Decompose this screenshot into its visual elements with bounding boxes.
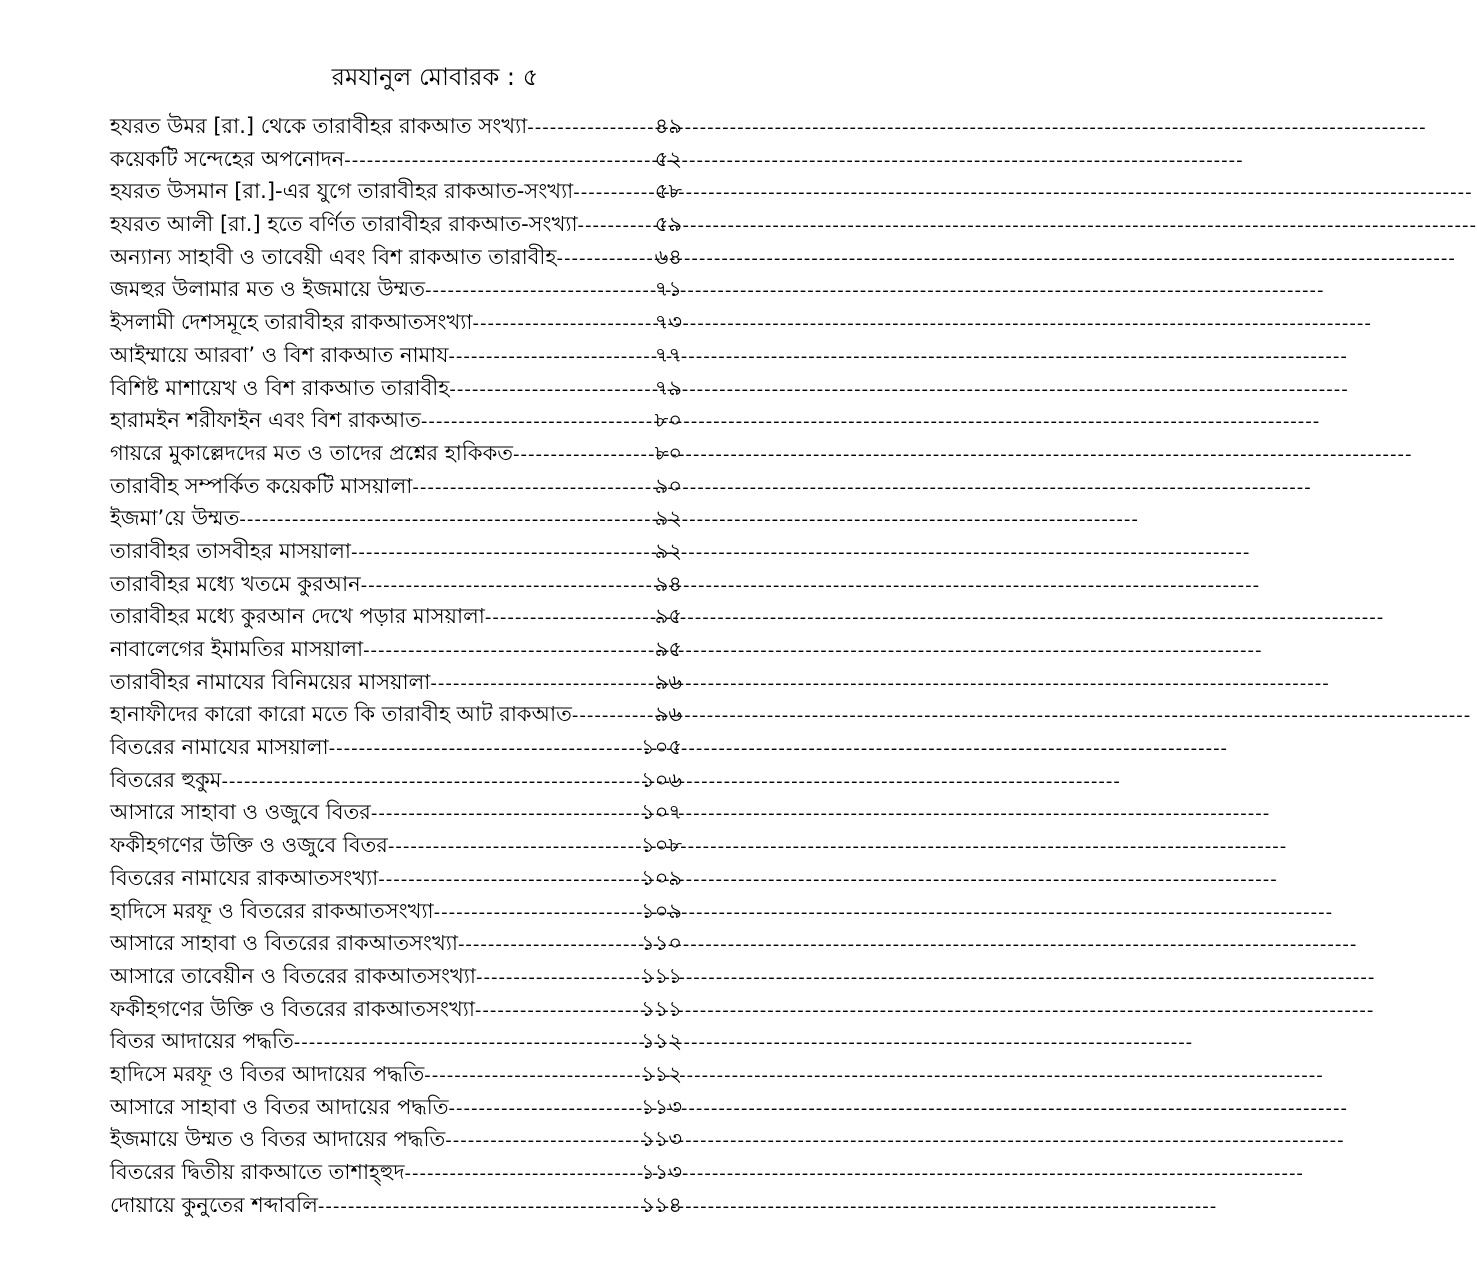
toc-entry (110, 1058, 682, 1091)
toc-entry-title: ফকীহগণের উক্তি ও বিতরের রাকআতসংখ্যা (110, 996, 475, 1021)
toc-entry (110, 993, 682, 1026)
toc-entry (110, 633, 682, 666)
toc-entry-title: আসারে সাহাবা ও ওজুবে বিতর (110, 800, 371, 825)
dotted-leader (351, 537, 653, 569)
toc-entry-title: ইজমা’য়ে উম্মত (110, 506, 240, 531)
toc-entry-page-number: ১১২ (641, 1029, 682, 1054)
dotted-leader (445, 1125, 639, 1157)
toc-entry-page-number: ৯০ (654, 473, 682, 498)
toc-entry-page-number: ৮০ (654, 408, 682, 433)
toc-entry-page-number: ১০৬ (641, 767, 682, 792)
toc-entry-title: অন্যান্য সাহাবী ও তাবেয়ী এবং বিশ রাকআত তারাবীহ (110, 244, 557, 269)
toc-entry (110, 535, 682, 568)
toc-entry (110, 1189, 682, 1222)
toc-entry-page-number: ১১৪ (641, 1192, 682, 1217)
dotted-leader (572, 700, 653, 732)
toc-entry-page-number: ৫৯ (654, 212, 682, 237)
toc-entry (110, 1156, 682, 1189)
dotted-leader (294, 1027, 639, 1059)
toc-entry-title: হাদিসে মরফূ ও বিতরের রাকআতসংখ্যা (110, 898, 434, 923)
toc-entry (110, 927, 682, 960)
toc-entry-page-number: ৯৬ (654, 702, 682, 727)
toc-entry-page-number: ১০৮ (641, 833, 682, 858)
toc-entry (110, 862, 682, 895)
dotted-leader (378, 864, 639, 896)
toc-entry-title: বিতর আদায়ের পদ্ধতি (110, 1029, 294, 1054)
toc-entry-title: তারাবীহ সম্পর্কিত কয়েকটি মাসয়ালা (110, 473, 413, 498)
toc-entry-title: আসারে সাহাবা ও বিতর আদায়ের পদ্ধতি (110, 1094, 449, 1119)
toc-entry-title: আসারে তাবেয়ীন ও বিতরের রাকআতসংখ্যা (110, 963, 476, 988)
toc-entry-title: আইম্মায়ে আরবা’ ও বিশ রাকআত নামায (110, 342, 449, 367)
toc-entry (110, 143, 682, 176)
dotted-leader (424, 1060, 639, 1092)
dotted-leader (458, 929, 639, 961)
toc-entry (110, 470, 682, 503)
toc-entry (110, 895, 682, 928)
dotted-leader (449, 1093, 640, 1125)
toc-entry (110, 110, 682, 143)
toc-entry-title: হারামইন শরীফাইন এবং বিশ রাকআত (110, 408, 421, 433)
dotted-leader (344, 145, 652, 177)
toc-entry-page-number: ৮০ (654, 440, 682, 465)
toc-entry-title: বিশিষ্ট মাশায়েখ ও বিশ রাকআত তারাবীহ (110, 375, 450, 400)
toc-entry-title: তারাবীহর মধ্যে কুরআন দেখে পড়ার মাসয়ালা (110, 604, 485, 629)
dotted-leader (421, 406, 653, 438)
toc-entry (110, 568, 682, 601)
toc-entry-page-number: ১১১ (641, 963, 682, 988)
toc-entry-title: হযরত উমর [রা.] থেকে তারাবীহর রাকআত সংখ্যা (110, 114, 528, 138)
toc-entry (110, 372, 682, 405)
toc-entry-title: ফকীহগণের উক্তি ও ওজুবে বিতর (110, 833, 388, 858)
toc-entry-title: ইসলামী দেশসমূহে তারাবীহর রাকআতসংখ্যা (110, 310, 473, 335)
toc-entry (110, 502, 682, 535)
toc-entry (110, 666, 682, 699)
toc-entry-page-number: ১১২ (641, 1061, 682, 1086)
dotted-leader (449, 374, 652, 406)
toc-entry (110, 796, 682, 829)
toc-entry-page-number: ১০৯ (641, 865, 682, 890)
toc-entry (110, 273, 682, 306)
toc-entry (110, 339, 682, 372)
toc-entry (110, 600, 682, 633)
toc-entry-title: বিতরের হুকুম (110, 767, 222, 792)
toc-entry-page-number: ১০৫ (641, 735, 682, 760)
toc-entry (110, 306, 682, 339)
dotted-leader (573, 177, 652, 209)
toc-entry-title: হযরত উসমান [রা.]-এর যুগে তারাবীহর রাকআত-সংখ্যা (110, 179, 574, 204)
toc-entry (110, 1025, 682, 1058)
dotted-leader (329, 733, 639, 765)
dotted-leader (527, 112, 652, 144)
toc-entry-page-number: ১০৯ (641, 898, 682, 923)
toc-entry-title: তারাবীহর তাসবীহর মাসয়ালা (110, 538, 351, 563)
toc-entry-page-number: ১১১ (641, 996, 682, 1021)
toc-entry-title: হযরত আলী [রা.] হতে বর্ণিত তারাবীহর রাকআত-সংখ্যা (110, 212, 578, 237)
running-header: রমযানুল মোবারক : ৫ (331, 63, 539, 91)
toc-entry-page-number: ৫২ (654, 146, 682, 171)
dotted-leader (221, 766, 639, 798)
toc-entry-title: হানাফীদের কারো কারো মতে কি তারাবীহ আট রাকআত (110, 702, 572, 727)
toc-entry-page-number: ১১৩ (641, 1094, 682, 1119)
dotted-leader (472, 308, 652, 340)
toc-entry-title: বিতরের দ্বিতীয় রাকআতে তাশাহ্হুদ (110, 1160, 405, 1184)
dotted-leader (475, 995, 639, 1027)
toc-entry-page-number: ১১০ (641, 931, 682, 956)
toc-entry-page-number: ১১৩ (641, 1127, 682, 1152)
toc-entry-page-number: ৯২ (654, 506, 682, 531)
toc-entry-page-number: ৬৪ (654, 244, 682, 269)
toc-entry-title: হাদিসে মরফূ ও বিতর আদায়ের পদ্ধতি (110, 1061, 425, 1086)
toc-entry (110, 731, 682, 764)
toc-entry-title: তারাবীহর নামাযের বিনিময়ের মাসয়ালা (110, 669, 431, 694)
toc-entry (110, 698, 682, 731)
toc-entry (110, 960, 682, 993)
toc-entry-page-number: ১০৭ (641, 800, 682, 825)
toc-entry-page-number: ৪৯ (654, 114, 682, 138)
toc-entry-title: গায়রে মুকাল্লেদদের মত ও তাদের প্রশ্নের হাকিকত (110, 440, 514, 465)
toc-entry-page-number: ৯৫ (654, 604, 682, 629)
toc-entry-title: ইজমায়ে উম্মত ও বিতর আদায়ের পদ্ধতি (110, 1127, 446, 1152)
dotted-leader (412, 472, 652, 504)
toc-entry-title: তারাবীহর মধ্যে খতমে কুরআন (110, 571, 361, 596)
toc-entry (110, 764, 682, 797)
dotted-leader (430, 668, 652, 700)
toc-entry-page-number: ৯৫ (654, 637, 682, 661)
toc-entry-title: বিতরের নামাযের মাসয়ালা (110, 735, 329, 760)
toc-entry-title: আসারে সাহাবা ও বিতরের রাকআতসংখ্যা (110, 931, 458, 956)
toc-entry-title: নাবালেগের ইমামতির মাসয়ালা (110, 637, 364, 661)
dotted-leader (388, 831, 639, 863)
toc-entry-page-number: ৯৬ (654, 669, 682, 694)
toc-entry (110, 829, 682, 862)
toc-entry-page-number: ১১৩ (641, 1160, 682, 1184)
dotted-leader (361, 570, 653, 602)
toc-entry-page-number: ৭১ (654, 277, 682, 302)
dotted-leader (425, 275, 653, 307)
toc-entry-page-number: ৫৮ (654, 179, 682, 204)
dotted-leader (448, 341, 652, 373)
toc-entry (110, 404, 682, 437)
dotted-leader (371, 798, 639, 830)
dotted-leader (556, 243, 652, 275)
dotted-leader (485, 602, 653, 634)
toc-entry-page-number: ৭৩ (654, 310, 682, 335)
toc-entry (110, 437, 682, 470)
dotted-leader (405, 1158, 640, 1190)
dotted-leader (239, 504, 652, 536)
dotted-leader (434, 897, 639, 929)
toc-entry-title: কয়েকটি সন্দেহের অপনোদন (110, 146, 345, 171)
dotted-leader (578, 210, 653, 242)
table-of-contents (110, 110, 682, 1221)
toc-entry-page-number: ৭৯ (654, 375, 682, 400)
toc-entry-title: দোয়ায়ে কুনুতের শব্দাবলি (110, 1192, 318, 1217)
toc-entry (110, 1091, 682, 1124)
toc-entry (110, 208, 682, 241)
dotted-leader (476, 962, 639, 994)
dotted-leader (318, 1191, 639, 1223)
toc-entry (110, 175, 682, 208)
toc-entry (110, 241, 682, 274)
toc-entry-page-number: ৯৪ (654, 571, 682, 596)
dotted-leader (513, 439, 653, 471)
dotted-leader (363, 635, 653, 667)
toc-entry-page-number: ৯২ (654, 538, 682, 563)
toc-entry-title: বিতরের নামাযের রাকআতসংখ্যা (110, 865, 379, 890)
toc-entry (110, 1123, 682, 1156)
toc-entry-title: জমহুর উলামার মত ও ইজমায়ে উম্মত (110, 277, 426, 302)
toc-entry-page-number: ৭৭ (654, 342, 682, 367)
